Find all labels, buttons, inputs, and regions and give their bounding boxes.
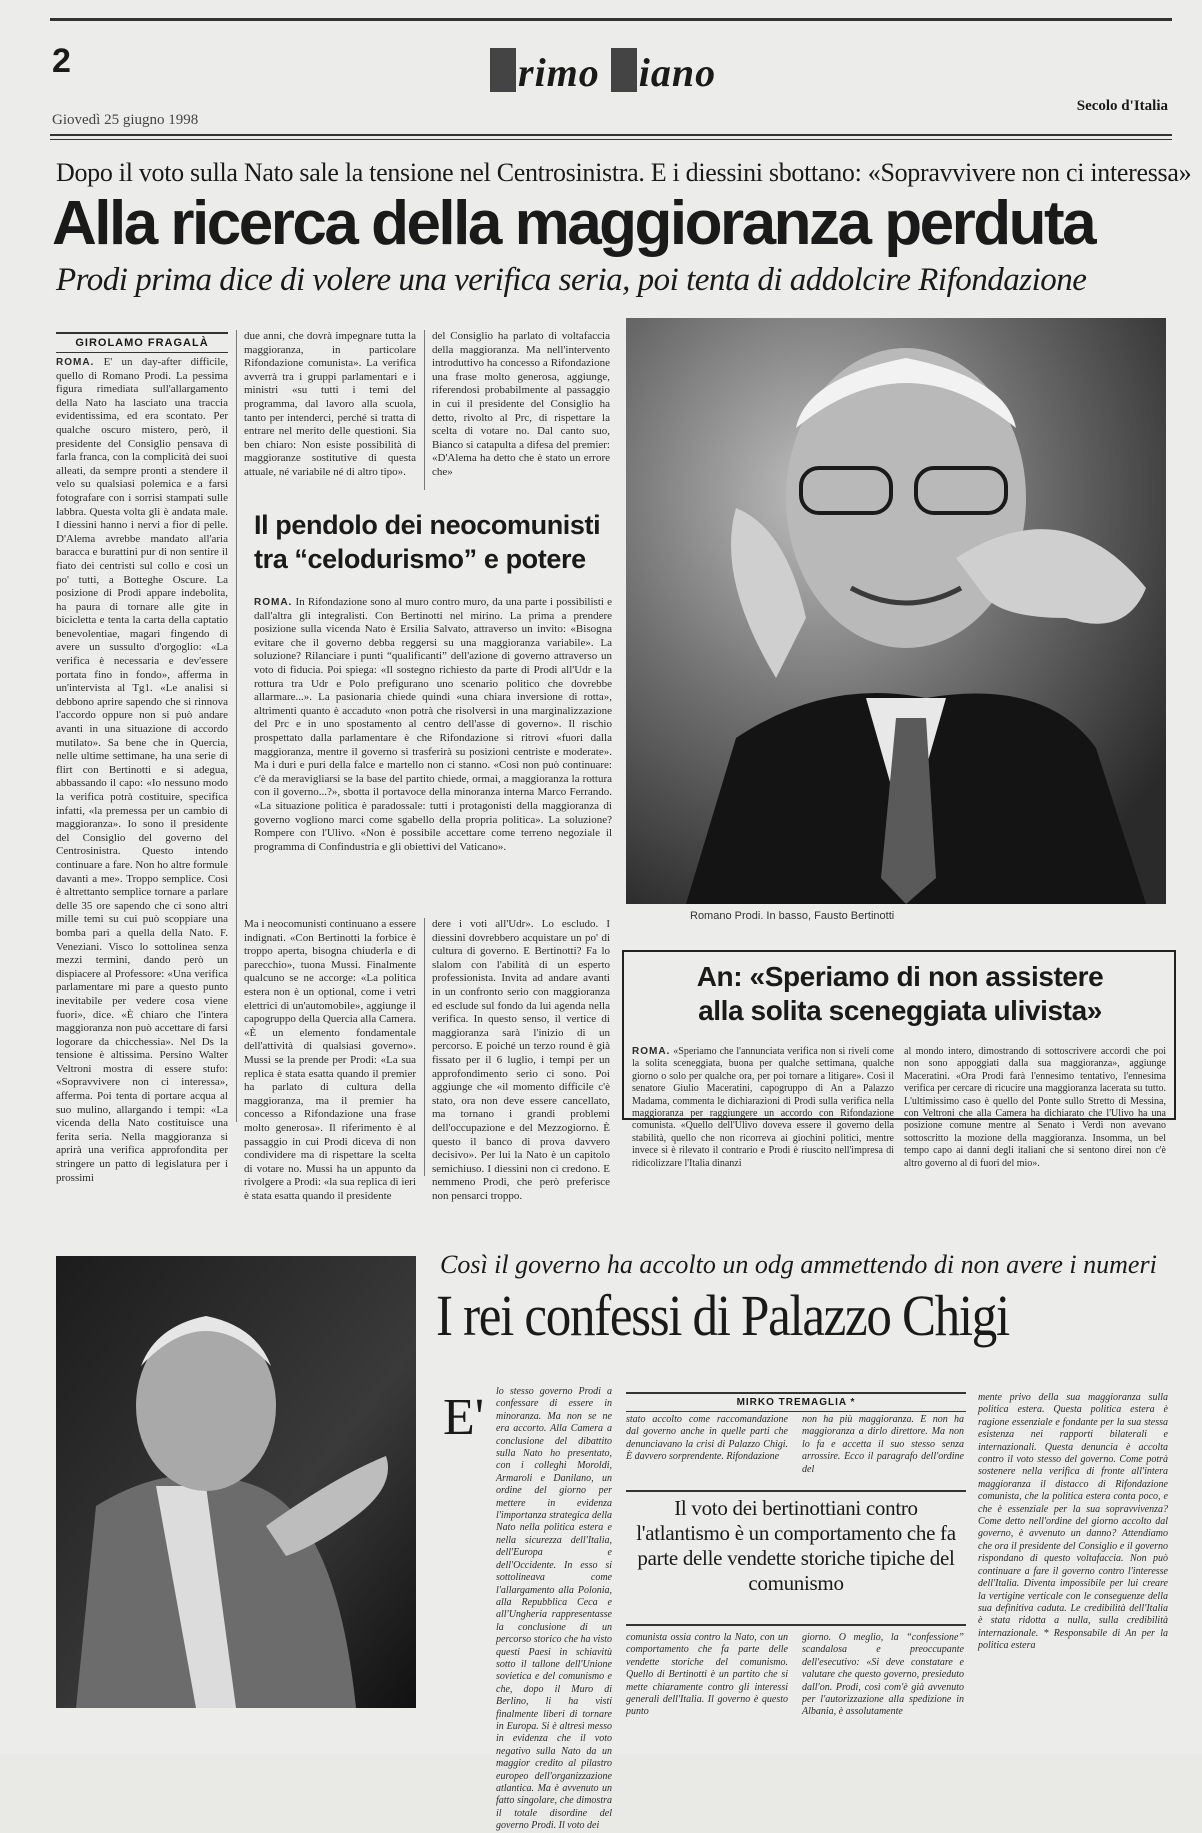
pendolo-body — [254, 596, 612, 888]
issue-date: Giovedì 25 giugno 1998 — [52, 112, 199, 128]
odg-column-3: non ha più maggioranza. E non ha maggioranza a dirlo direttore. Ma non lo fa e accetta il suo stesso senza arrossire. Ecco il paragrafo dell'ordine del — [802, 1414, 964, 1475]
masthead-rule — [50, 134, 1172, 136]
pendolo-title-line-2: tra “celodurismo” e potere — [254, 544, 586, 574]
an-title — [640, 960, 1160, 1028]
section-initial-block — [490, 48, 516, 92]
section-initial-block-2 — [611, 48, 637, 92]
odg-pull-quote: Il voto dei bertinottiani contro l'atlantismo è un comportamento che fa parte delle vendette storiche tipiche del comunismo — [636, 1496, 956, 1595]
odg-column-5: comunista ossia contro la Nato, con un comportamento che fa parte delle vendette storiche del comunismo. Quello di Bertinotti è un partito che si mette chiaramente contro gli interessi generali dell'Italia. Il governo è questo punto — [626, 1632, 788, 1718]
lead-column-4: Ma i neocomunisti continuano a essere indignati. «Con Bertinotti la forbice è troppo aperta, bisogna chiuderla e di parecchio», tuona Mussi. Finalmente qualcuno se ne accorge: «La politica estera non è un optional, come i vetri elettrici di un'automobile», aggiunge il capogruppo della Quercia alla Camera. «È un elemento fondamentale dell'attività di qualsiasi governo». Mussi se la prende per Prodi: «La sua replica è stata esatta quando il premier ha parlato di cultura della maggioranza, ma il premier ha concesso a Rifondazione una frase molto generosa». Il riferimento è al passaggio in cui Prodi diceva di non condividere ma di rispettare la scelta di votare no. Mussi ha un appunto da rivolgere a Prodi: «la sua replica di ieri è stata esatta quando il presidente — [244, 918, 416, 1202]
bertinotti-photo — [56, 1256, 416, 1708]
odg-column-4: mente privo della sua maggioranza sulla politica estera. Questa politica estera è ragione essenziale e fondante per la sua stessa esistenza nei rapporti bilaterali e internazionali. Questa denuncia è accolta contro il voto stesso del governo. Come potrà sostenere nella verifica di fronte all'intera maggioranza il distacco di Rifondazione comunista, che la politica estera conta poco, e che è essenziale per la sua sopravvivenza? Come detto nell'ordine del giorno accolto dal governo, è avvenuto un danno? Attendiamo che ora il presidente del Consiglio e il governo rispondano di questo voltafaccia. Non può continuare a fare il governo contro l'interesse dell'Italia. Diventa impossibile per lui creare la vertigine verticale con le conseguenze della sua definitiva caduta. Le credibilità dell'Italia è stata ridotta a nulla, sulla credibilità internazionale. * Responsabile di An per la politica estera — [978, 1392, 1168, 1652]
prodi-photo — [626, 318, 1166, 904]
newspaper-brand: Secolo d'Italia — [1076, 98, 1168, 114]
column-rule — [424, 918, 425, 1176]
bertinotti-photo-image — [56, 1256, 416, 1708]
photo-caption: Romano Prodi. In basso, Fausto Bertinotti — [690, 910, 895, 922]
pendolo-title — [254, 508, 614, 576]
lead-column-1 — [56, 356, 229, 1184]
masthead-rule-thin — [50, 139, 1172, 140]
lead-column-2: due anni, che dovrà impegnare tutta la maggioranza, in particolare Rifondazione comunista». La verifica avverrà tra i gruppi parlamentari e i ministri «su tutti i temi del programma, dal lavoro alla scuola, tanto per intenderci, perché si tratta di entrare nel merito delle questioni. Sia ben chiaro: Non esiste possibilità di maggioranze sostitutive di questa attuale, né variabile né di altro tipo». — [244, 330, 416, 478]
section-word-2: iano — [638, 50, 717, 95]
odg-headline: I rei confessi di Palazzo Chigi — [436, 1283, 1009, 1348]
column-rule — [424, 330, 425, 490]
pendolo-dateline: ROMA. — [254, 597, 293, 608]
odg-drop-cap: E' — [443, 1389, 485, 1446]
lead-headline: Alla ricerca della maggioranza perduta — [52, 189, 1095, 258]
top-rule — [50, 18, 1172, 21]
odg-byline: MIRKO TREMAGLIA * — [626, 1392, 966, 1412]
an-dateline: ROMA. — [632, 1046, 671, 1057]
lead-byline: GIROLAMO FRAGALÀ — [56, 332, 228, 353]
odg-column-1: lo stesso governo Prodi a confessare di essere in minoranza. Ma non se ne era accorto. Alla Camera a conclusione del dibattito sulla Nato ho presentato, con i colleghi Moroldi, Armaroli e Danilano, un ordine del giorno per mettere in evidenza l'importanza strategica della Nato nella politica estera e nella sicurezza dell'Italia, dell'Europa e dell'Occidente. In esso si sottolineava come l'allargamento alla Polonia, alla Repubblica Ceca e all'Ungheria rappresentasse la conclusione di un percorso storico che ha visto questi Paesi in schiavitù sotto il tallone dell'Unione sovietica e del comunismo e che, dopo il Muro di Berlino, li ha visti finalmente liberi di tornare in Europa. Si è altresì messo in evidenza che il voto negativo sulla Nato da un maggior credito al pilastro europeo dell'organizzazione atlantica. Ma è avvenuto un fatto singolare, che dimostra il totale disordine del governo Prodi. Il voto dei — [496, 1386, 612, 1832]
pendolo-body-text: In Rifondazione sono al muro contro muro, da una parte i possibilisti e dall'altra gli integralisti. Con Bertinotti nel mirino. La prima a prendere posizione sulla vicenda Nato è Ersilia Salvato, attraverso un invito: «Bisogna evitare che il governo debba reggersi su una maggioranza variabile». La soluzione? Rilanciare i punti “qualificanti” dell'azione di governo attraverso un voto di fiducia. Poi spiega: «Il sostegno richiesto da parte di Prodi all'Udr e la rottura tra Udr e Polo prefigurano uno scenario politico che dovrebbe allarmare...». La pasionaria chiede quindi «una chiara inversione di rotta», altrimenti quanto è accaduto «non potrà che risolversi in una marginalizzazione del Prc e in uno spostamento al centro dell'asse di governo». Il rischio prospettato dalla parlamentare è che Rifondazione si ritrovi «fuori dalla maggioranza, mentre il governo si trasferirà su posizioni centriste e moderate». Ma i duri e puri della falce e martello non ci stanno. «Così non può continuare: c'è da meravigliarsi se la base del partito chiede, ormai, a maggioranza la rottura con il governo...?», sbotta il portavoce della minoranza interna Marco Ferrando. «La situazione politica è paradossale: tutti i protagonisti della maggioranza di governo vogliono marci come sgabello della propria politica». La soluzione? Rompere con l'Ulivo. «Non è possibile accettare come terreno negoziale il programma di Confindustria e gli obiettivi del Vaticano». — [254, 596, 612, 853]
an-title-line-2: alla solita sceneggiata ulivista» — [698, 995, 1102, 1026]
an-column-2: al mondo intero, dimostrando di sottoscrivere accordi che poi non sono appoggiati dalla sua maggioranza», aggiunge Maceratini. «Ora Prodi farà l'ennesimo tentativo, l'ennesima verifica per cercare di ricucire una maggioranza lacerata su tutto. L'ultimissimo caso è quello del Ponte sullo Stretto di Messina, con Veltroni che alla Camera ha dichiarato che l'Ulivo ha una posizione comune mentre al Senato i Verdi non avevano sottoscritto la mozione della maggioranza. Insomma, un bel tempo capo ai danni degli italiani che si sentono direi non c'è altro governo al di fuori del mio». — [904, 1046, 1166, 1169]
odg-column-2: stato accolto come raccomandazione dal governo anche in quelle parti che denunciavano la crisi di Palazzo Chigi. È davvero sorprendente. Rifondazione — [626, 1414, 788, 1463]
prodi-photo-image — [626, 318, 1166, 904]
lead-kicker: Dopo il voto sulla Nato sale la tensione nel Centrosinistra. E i diessini sbottano: «Sopravvivere non ci interessa» — [56, 158, 1192, 187]
lead-column-5: dere i voti all'Udr». Lo escludo. I diessini dovrebbero acquistare un po' di cultura di governo. E Bertinotti? Fa lo slalom con l'abilità di un esperto professionista. Invita ad andare avanti in un confronto serio con maggioranza ed esclude sul fondo da lui agenda nella verifica. In questo senso, il vertice di maggioranza sarà l'inizio di un percorso. E poiché un terzo round è già fissato per il 6 luglio, i tempi per un approfondimento serio ci sono. Poi aggiunge che «il momento difficile c'è stato, ora non deve essere cancellato, ma tornano i grandi problemi dell'occupazione e del Mezzogiorno. È questo il banco di prova davvero decisivo». Per lui la Nato è un capitolo semichiuso. I diessini non ci credono. E nemmeno Prodi, che però preferisce non pensarci troppo. — [432, 918, 610, 1202]
section-title — [490, 48, 716, 96]
pendolo-title-line-1: Il pendolo dei neocomunisti — [254, 510, 601, 540]
column-rule — [236, 330, 237, 1122]
section-word-1: rimo — [518, 50, 611, 95]
odg-kicker: Così il governo ha accolto un odg ammettendo di non avere i numeri — [440, 1250, 1157, 1279]
pull-quote-rule-top — [626, 1490, 966, 1492]
lead-column-1-text: E' un day-after difficile, quello di Romano Prodi. La pessima figura rimediata sull'allargamento della Nato ha lasciato una traccia evidentissima, ed era scontato. Per qualche oscuro mistero, però, il presidente del Consiglio pensava di farla franca, con la complicità dei suoi alleati, da sempre pronti a stendere il velo su qualsiasi polemica e a farsi fotografare con i sorrisi stampati sulle labbra. Questa volta gli è andata male. I diessini hanno i nervi a fior di pelle. D'Alema avrebbe mandato all'aria baracca e burattini pur di non sentire il fiato dei centristi sul collo e così un po' tutti, a Botteghe Oscure. La posizione di Prodi appare indebolita, ha paura di tornare alle gite in bicicletta e tenta la carta della captatio benevolentiae, magari fingendo di avere un sussulto d'orgoglio: «La verifica è necessaria e dev'essere portata fino in fondo», afferma in un'intervista al Tg1. «Le analisi si debbono aprire sapendo che si rinnova l'accordo oppure non si può andare avanti in una situazione di accordo mutilato». Sa bene che in Quercia, nelle ultime settimane, ha una serie di flirt con Bertinotti e si adegua, abbassando il capo: «Io nessuno modo la verifica potrà costituire, specifica infatti, «la premessa per un cambio di maggioranza». Io sono il presidente del Consiglio del governo del Centrosinistra. Questo intendo continuare a fare. Non ho altre formule davanti a me». Troppo semplice. Così è altrettanto semplice tornare a parlare delle 35 ore sapendo che ci sono altri mille temi su cui può scoppiare una bomba pari a quella della Nato. F. Veneziani. Visco lo sottolinea senza mezzi termini, dando però un dispiacere al Professore: «Una verifica parlamentare mi pare a questo punto inevitabile per vedere cosa viene fuori», dice. «È chiaro che l'intera maggioranza non può accettare di farsi logorare da chicchessia». Nel Ds la tensione è altissima. Persino Walter Veltroni mostra di essere stufo: «Sopravvivere non ci interessa», afferma. Poi tenta di portare acqua al suo mulino, allargando i tempi: «La vicenda della Nato costituisce una ferita seria. Nella maggioranza si aprirà una verifica approfondita per stringere un patto di legislatura per i prossimi — [56, 356, 229, 1184]
lead-subhead: Prodi prima dice di volere una verifica seria, poi tenta di addolcire Rifondazione — [56, 262, 1087, 298]
page-number: 2 — [52, 42, 71, 80]
odg-column-6: giorno. O meglio, la “confessione” scandalosa e preoccupante dell'esecutivo: «Si deve constatare e valutare che questo governo, presieduto dall'on. Prodi, così com'è già avvenuto per l'autorizzazione alla spedizione in Albania, è assolutamente — [802, 1632, 964, 1718]
an-column-1 — [632, 1046, 894, 1176]
an-title-line-1: An: «Speriamo di non assistere — [696, 961, 1104, 992]
lead-column-3: del Consiglio ha parlato di voltafaccia della maggioranza. Ma nell'intervento introduttivo ha concesso a Rifondazione una frase molto generosa, aggiunge, riferendosi probabilmente al passaggio in cui il presidente del Consiglio ha detto, rivolto al Prc, di rispettare la scelta di votare no. Dal canto suo, Bianco si catapulta a difesa del premier: «D'Alema ha detto che è stato un errore che» — [432, 330, 610, 478]
an-column-1-text: «Speriamo che l'annunciata verifica non si riveli come la solita sceneggiata, buona per qualche settimana, qualche giorno o solo per qualche ora, per poi tornare a litigare». Così il senatore Giulio Maceratini, capogruppo di An a Palazzo Madama, commenta le dichiarazioni di Prodi sulla verifica nella maggioranza per raggiungere un accordo con Rifondazione comunista. «Quello dell'Ulivo doveva essere il governo della stabilità, quello che non ricorreva ai giochini politici, mentre invece si è rilevato il contrario e Prodi è riuscito nell'impresa di ridicolizzare l'Italia dinanzi — [632, 1046, 894, 1169]
pull-quote-rule-bottom — [626, 1624, 966, 1626]
lead-dateline: ROMA. — [56, 357, 95, 368]
